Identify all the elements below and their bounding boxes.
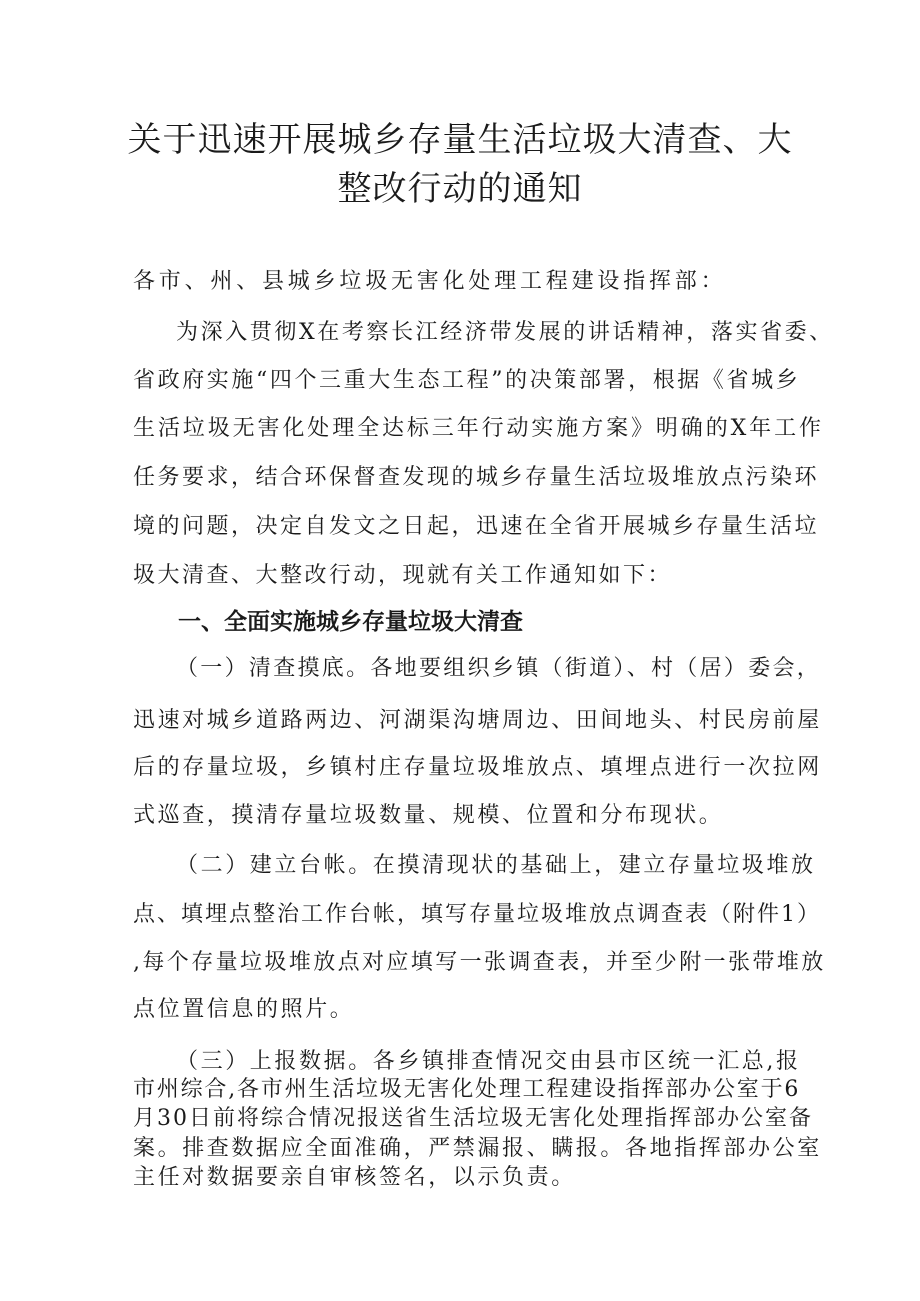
document-title-line-1: 关于迅速开展城乡存量生活垃圾大清查、大 [127,120,793,160]
item-3-line-2: 市州综合,各市州生活垃圾无害化处理工程建设指挥部办公室于6 [133,1077,801,1102]
intro-line-2: 省政府实施“四个三重大生态工程”的决策部署，根据《省城乡 [133,368,801,393]
salutation: 各市、州、县城乡垃圾无害化处理工程建设指挥部： [133,269,727,294]
item-2-line-1: （二）建立台帐。在摸清现状的基础上，建立存量垃圾堆放 [176,853,816,878]
item-2-line-4: 点位置信息的照片。 [133,997,355,1022]
intro-line-3: 生活垃圾无害化处理全达标三年行动实施方案》明确的X年工作 [133,416,824,441]
section-1-heading: 一、全面实施城乡存量垃圾大清查 [178,609,523,635]
item-3-line-5: 主任对数据要亲自审核签名，以示负责。 [133,1165,576,1190]
item-3-line-1: （三）上报数据。各乡镇排查情况交由县市区统一汇总,报 [176,1049,801,1074]
item-3-line-4: 案。排查数据应全面准确，严禁漏报、瞒报。各地指挥部办公室 [133,1136,822,1161]
item-1-line-3: 后的存量垃圾，乡镇村庄存量垃圾堆放点、填埋点进行一次拉网 [133,755,822,780]
item-3-line-3: 月30日前将综合情况报送省生活垃圾无害化处理指挥部办公室备 [133,1106,813,1131]
item-2-line-2: 点、填埋点整治工作台帐，填写存量垃圾堆放点调查表（附件1） [133,902,821,927]
intro-line-4: 任务要求，结合环保督查发现的城乡存量生活垃圾堆放点污染环 [133,465,820,490]
intro-line-6: 圾大清查、大整改行动，现就有关工作通知如下： [133,563,673,588]
item-1-line-2: 迅速对城乡道路两边、河湖渠沟塘周边、田间地头、村民房前屋 [133,708,822,733]
intro-line-1: 为深入贯彻X在考察长江经济带发展的讲话精神，落实省委、 [176,320,834,345]
intro-line-5: 境的问题，决定自发文之日起，迅速在全省开展城乡存量生活垃 [133,514,820,539]
item-2-line-3: ,每个存量垃圾堆放点对应填写一张调查表，并至少附一张带堆放 [133,950,826,975]
item-1-line-4: 式巡查，摸清存量垃圾数量、规模、位置和分布现状。 [133,803,724,828]
document-title-line-2: 整改行动的通知 [337,169,583,209]
item-1-line-1: （一）清查摸底。各地要组织乡镇（街道）、村（居）委会， [176,656,822,681]
